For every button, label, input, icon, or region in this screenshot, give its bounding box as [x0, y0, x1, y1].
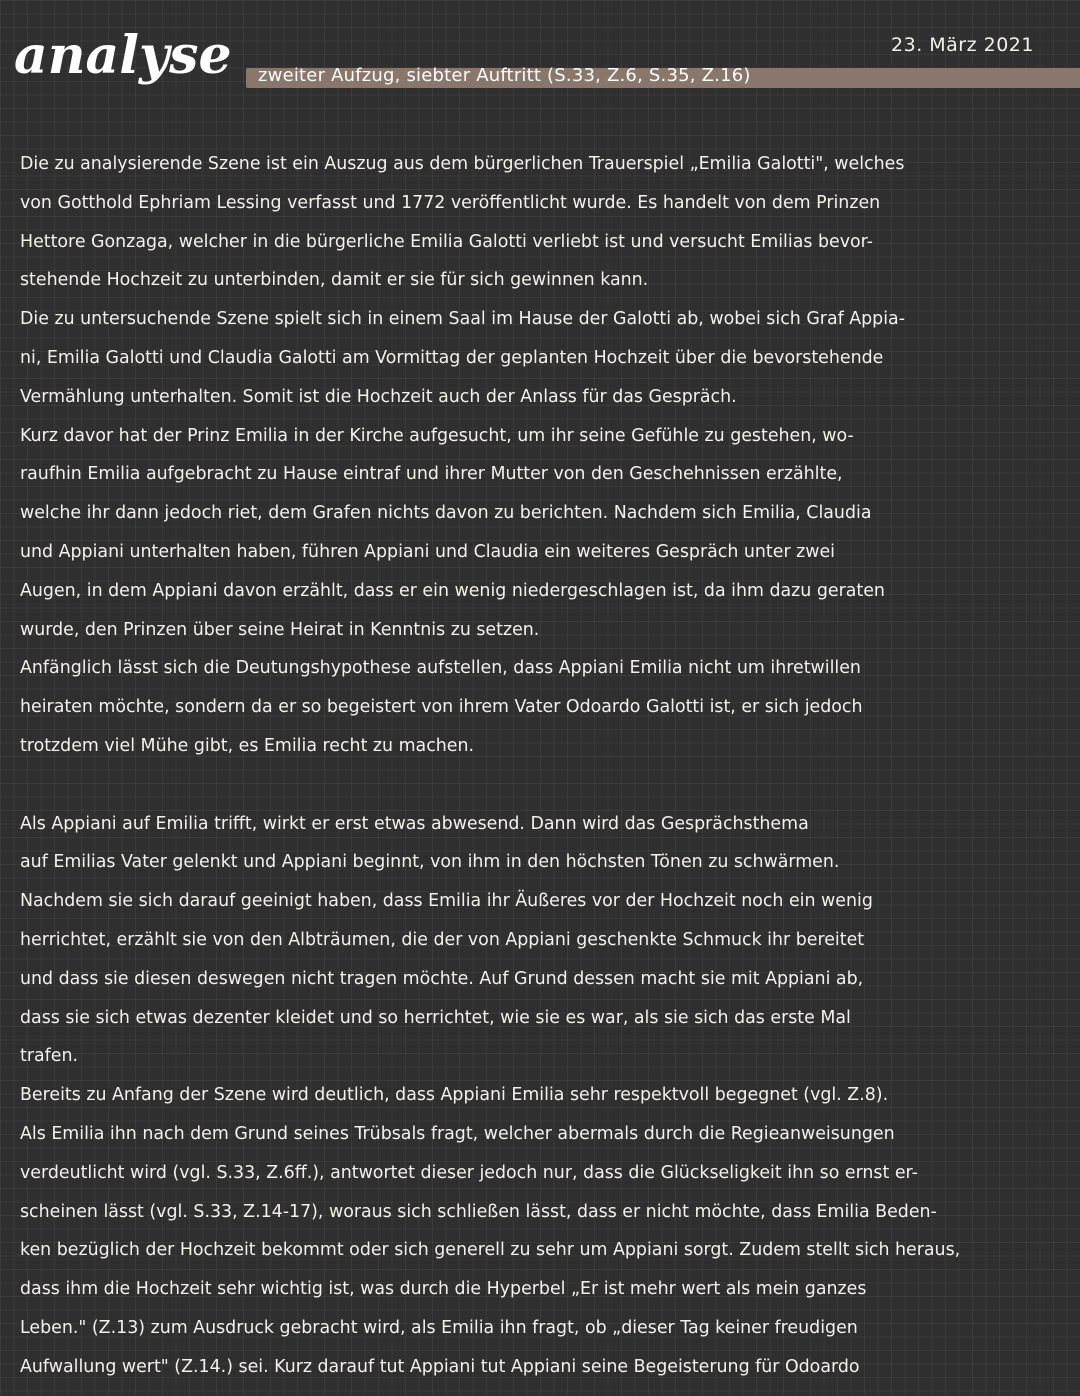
text-line: dass sie sich etwas dezenter kleidet und so herrichtet, wie sie es war, als sie sich das erste Mal: [20, 1007, 851, 1028]
page-title: analyse: [14, 25, 232, 86]
text-line: Vermählung unterhalten. Somit ist die Hochzeit auch der Anlass für das Gespräch.: [20, 386, 737, 407]
text-line: trafen.: [20, 1046, 78, 1067]
text-line: Leben." (Z.13) zum Ausdruck gebracht wird, als Emilia ihn fragt, ob „dieser Tag keiner freudigen: [20, 1317, 858, 1338]
text-line: Kurz davor hat der Prinz Emilia in der Kirche aufgesucht, um ihr seine Gefühle zu gestehen, wo-: [20, 425, 854, 446]
text-line: Augen, in dem Appiani davon erzählt, dass er ein wenig niedergeschlagen ist, da ihm dazu geraten: [20, 580, 885, 601]
text-line: ni, Emilia Galotti und Claudia Galotti am Vormittag der geplanten Hochzeit über die bevorstehende: [20, 347, 884, 368]
text-line: Hettore Gonzaga, welcher in die bürgerliche Emilia Galotti verliebt ist und versucht Emilias bevor-: [20, 231, 873, 252]
text-line: auf Emilias Vater gelenkt und Appiani beginnt, von ihm in den höchsten Tönen zu schwärmen.: [20, 852, 840, 873]
text-line: von Gotthold Ephriam Lessing verfasst und 1772 veröffentlicht wurde. Es handelt von dem Prinzen: [20, 192, 881, 213]
text-line: Als Emilia ihn nach dem Grund seines Trübsals fragt, welcher abermals durch die Regieanweisungen: [20, 1123, 895, 1144]
page-subtitle: zweiter Aufzug, siebter Auftritt (S.33, Z.6, S.35, Z.16): [258, 65, 751, 86]
text-line: Als Appiani auf Emilia trifft, wirkt er erst etwas abwesend. Dann wird das Gesprächsthema: [20, 813, 809, 834]
text-line: dass ihm die Hochzeit sehr wichtig ist, was durch die Hyperbel „Er ist mehr wert als mein ganzes: [20, 1279, 867, 1300]
text-line: welche ihr dann jedoch riet, dem Grafen nichts davon zu berichten. Nachdem sich Emilia, Claudia: [20, 503, 872, 524]
text-line: trotzdem viel Mühe gibt, es Emilia recht zu machen.: [20, 735, 475, 756]
text-line: [20, 766, 1072, 805]
text-line: und dass sie diesen deswegen nicht tragen möchte. Auf Grund dessen macht sie mit Appiani ab,: [20, 968, 864, 989]
text-line: verdeutlicht wird (vgl. S.33, Z.6ff.), antwortet dieser jedoch nur, dass die Glückseligkeit ihn so ernst er-: [20, 1162, 918, 1183]
text-line: Nachdem sie sich darauf geeinigt haben, dass Emilia ihr Äußeres vor der Hochzeit noch ein wenig: [20, 891, 873, 912]
text-line: Anfänglich lässt sich die Deutungshypothese aufstellen, dass Appiani Emilia nicht um ihretwillen: [20, 658, 861, 679]
text-line: herrichtet, erzählt sie von den Albträumen, die der von Appiani geschenkte Schmuck ihr bereitet: [20, 929, 865, 950]
text-line: ken bezüglich der Hochzeit bekommt oder sich generell zu sehr um Appiani sorgt. Zudem stellt sich heraus,: [20, 1240, 961, 1261]
note-date: 23. März 2021: [891, 34, 1034, 56]
text-line: Aufwallung wert" (Z.14.) sei. Kurz darauf tut Appiani tut Appiani seine Begeisterung für Odoardo: [20, 1356, 860, 1377]
text-line: raufhin Emilia aufgebracht zu Hause eintraf und ihrer Mutter von den Geschehnissen erzählte,: [20, 464, 843, 485]
text-line: stehende Hochzeit zu unterbinden, damit er sie für sich gewinnen kann.: [20, 270, 649, 291]
text-line: wurde, den Prinzen über seine Heirat in Kenntnis zu setzen.: [20, 619, 540, 640]
analysis-body-text: [20, 145, 1072, 1387]
text-line: scheinen lässt (vgl. S.33, Z.14-17), woraus sich schließen lässt, dass er nicht möchte, dass Emilia Beden-: [20, 1201, 937, 1222]
text-line: Bereits zu Anfang der Szene wird deutlich, dass Appiani Emilia sehr respektvoll begegnet (vgl. Z.8).: [20, 1085, 889, 1106]
text-line: heiraten möchte, sondern da er so begeistert von ihrem Vater Odoardo Galotti ist, er sich jedoch: [20, 697, 863, 718]
text-line: Die zu untersuchende Szene spielt sich in einem Saal im Hause der Galotti ab, wobei sich Graf Appia-: [20, 309, 905, 330]
text-line: Die zu analysierende Szene ist ein Auszug aus dem bürgerlichen Trauerspiel „Emilia Galotti", welches: [20, 154, 905, 174]
text-line: und Appiani unterhalten haben, führen Appiani und Claudia ein weiteres Gespräch unter zwei: [20, 541, 836, 562]
